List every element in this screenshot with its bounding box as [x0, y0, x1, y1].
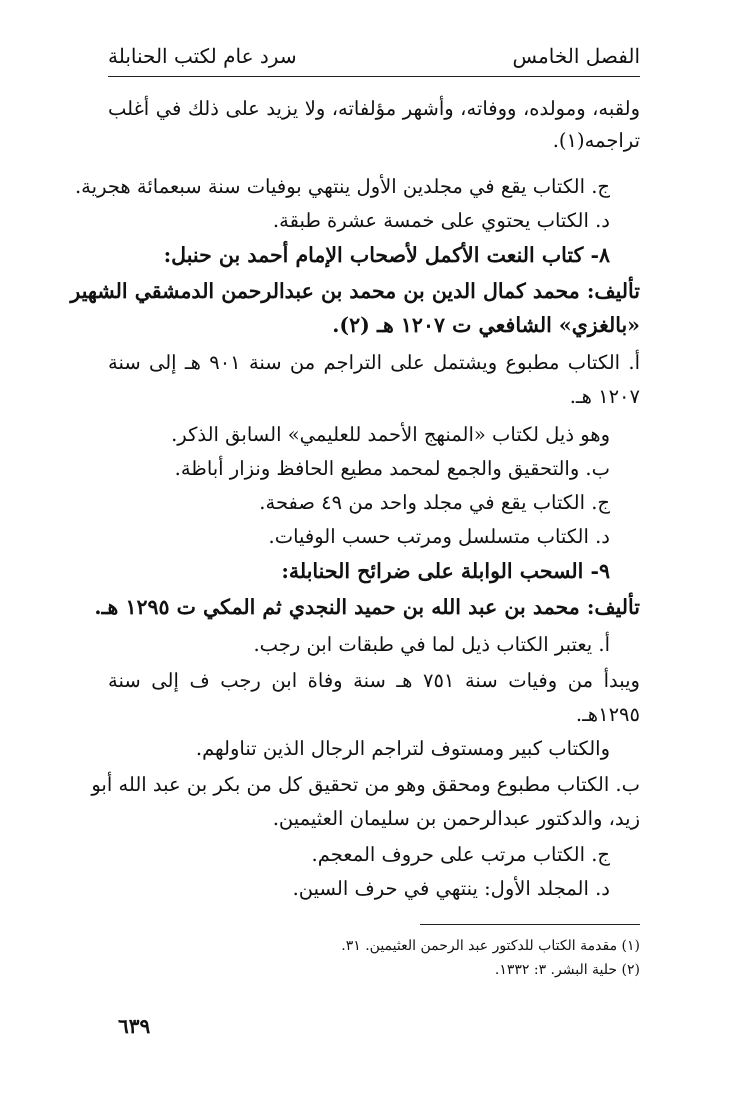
- text-line: ولقبه، ومولده، ووفاته، وأشهر مؤلفاته، ولا يزيد على ذلك في أغلب: [108, 97, 640, 120]
- text-line: والكتاب كبير ومستوف لتراجم الرجال الذين تناولهم.: [195, 737, 610, 760]
- text-line: ب. الكتاب مطبوع ومحقق وهو من تحقيق كل من بكر بن عبد الله أبو: [91, 773, 640, 796]
- text-line: ١٢٩٥هـ.: [575, 703, 640, 726]
- text-line: د. الكتاب يحتوي على خمسة عشرة طبقة.: [272, 209, 610, 232]
- text-line: ويبدأ من وفيات سنة ٧٥١ هـ سنة وفاة ابن رجب ف إلى سنة: [108, 669, 640, 692]
- text-line: د. المجلد الأول: ينتهي في حرف السين.: [292, 877, 610, 900]
- text-line: زيد، والدكتور عبدالرحمن بن سليمان العثيمين.: [272, 807, 640, 830]
- section-title: سرد عام لكتب الحنابلة: [108, 44, 297, 68]
- footnotes: [108, 934, 640, 982]
- text-line: أ. يعتبر الكتاب ذيل لما في طبقات ابن رجب.: [253, 633, 610, 656]
- chapter-title: الفصل الخامس: [512, 44, 640, 68]
- page-number: ٦٣٩: [118, 1014, 151, 1038]
- running-header: [108, 40, 640, 77]
- text-line: ١٢٠٧ هـ.: [569, 385, 640, 408]
- text-line: وهو ذيل لكتاب «المنهج الأحمد للعليمي» السابق الذكر.: [171, 423, 610, 446]
- text-line: د. الكتاب متسلسل ومرتب حسب الوفيات.: [268, 525, 610, 548]
- text-line: أ. الكتاب مطبوع ويشتمل على التراجم من سنة ٩٠١ هـ إلى سنة: [108, 351, 640, 374]
- entry-heading: ٩- السحب الوابلة على ضرائح الحنابلة:: [281, 559, 610, 583]
- footnote: (٢) حلية البشر. ٣: ١٣٣٢.: [494, 962, 640, 978]
- author-line: تأليف: محمد كمال الدين بن محمد بن عبدالرحمن الدمشقي الشهير: [70, 279, 640, 303]
- footnote: (١) مقدمة الكتاب للدكتور عبد الرحمن العثيمين. ٣١.: [341, 938, 640, 954]
- text-line: ب. والتحقيق والجمع لمحمد مطيع الحافظ ونزار أباظة.: [174, 457, 610, 480]
- entry-heading: ٨- كتاب النعت الأكمل لأصحاب الإمام أحمد بن حنبل:: [163, 243, 610, 267]
- text-line: ج. الكتاب مرتب على حروف المعجم.: [311, 843, 610, 866]
- text-line: ج. الكتاب يقع في مجلدين الأول ينتهي بوفيات سنة سبعمائة هجرية.: [74, 175, 610, 198]
- text-line: تراجمه(١).: [552, 129, 640, 152]
- footnote-divider: [420, 924, 640, 925]
- text-line: ج. الكتاب يقع في مجلد واحد من ٤٩ صفحة.: [259, 491, 610, 514]
- author-line: «بالغزي» الشافعي ت ١٢٠٧ هـ (٢).: [332, 313, 640, 337]
- author-line: تأليف: محمد بن عبد الله بن حميد النجدي ثم المكي ت ١٢٩٥ هـ.: [94, 595, 640, 619]
